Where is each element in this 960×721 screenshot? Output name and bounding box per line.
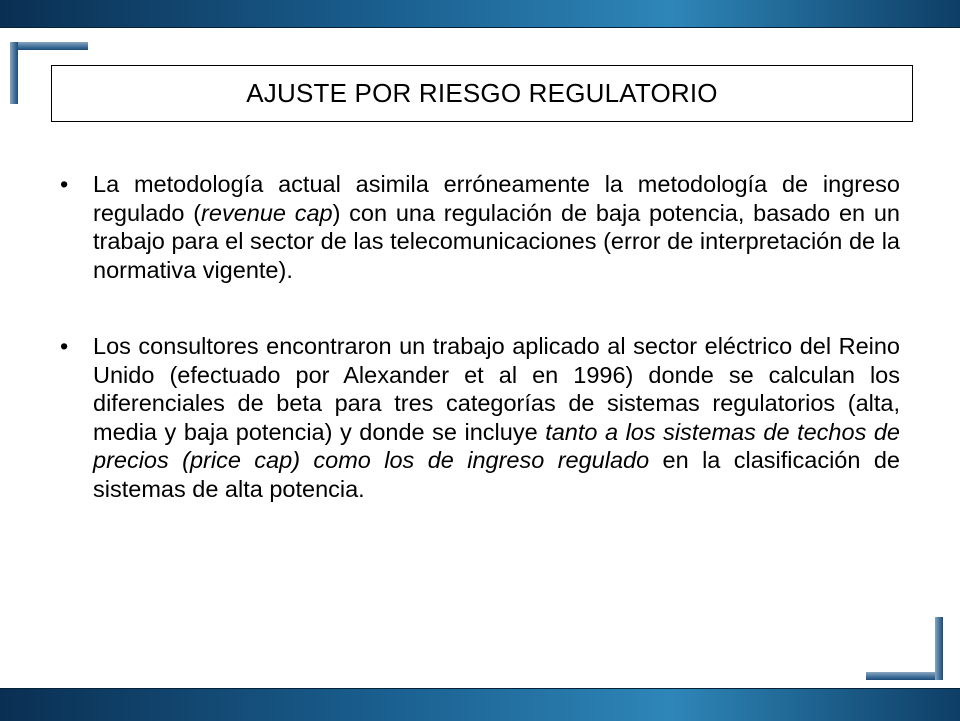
bracket-vertical-segment: [935, 617, 943, 680]
top-decorative-bar: [0, 0, 960, 28]
slide-title: AJUSTE POR RIESGO REGULATORIO: [246, 78, 718, 108]
bullet-item-1: [60, 170, 900, 284]
title-box: [51, 65, 913, 122]
bullet-item-2: [60, 332, 900, 503]
bullet-2-text-a: Los consultores encontraron un trabajo aplicado al sector eléctrico del Reino Unido (efectuado por Alexander et al en 1996) donde se calculan los diferenciales de beta para tres categorías de sistemas regulatorios (alta, media y baja potencia) y donde se incluye: [93, 333, 900, 445]
bullet-2-text-italic: tanto a los sistemas de techos de precios (price cap) como los de ingreso regulado: [93, 418, 900, 473]
bullet-1-text-b: ) con una regulación de baja potencia, basado en un trabajo para el sector de las telecomunicaciones (error de interpretación de la normativa vigente).: [93, 199, 900, 283]
bracket-horizontal-segment: [866, 672, 943, 680]
bracket-horizontal-segment: [10, 42, 88, 50]
bullet-list: [60, 170, 900, 503]
bullet-dot-icon: •: [60, 333, 69, 359]
bullet-dot-icon: •: [60, 171, 69, 197]
bullet-1-text-italic: revenue cap: [201, 199, 333, 226]
bullet-1-text-a: La metodología actual asimila erróneamente la metodología de ingreso regulado (: [93, 171, 900, 226]
bullet-2-text-b: en la clasificación de sistemas de alta potencia.: [93, 447, 900, 502]
bottom-decorative-bar: [0, 688, 960, 721]
bracket-vertical-segment: [10, 42, 18, 104]
